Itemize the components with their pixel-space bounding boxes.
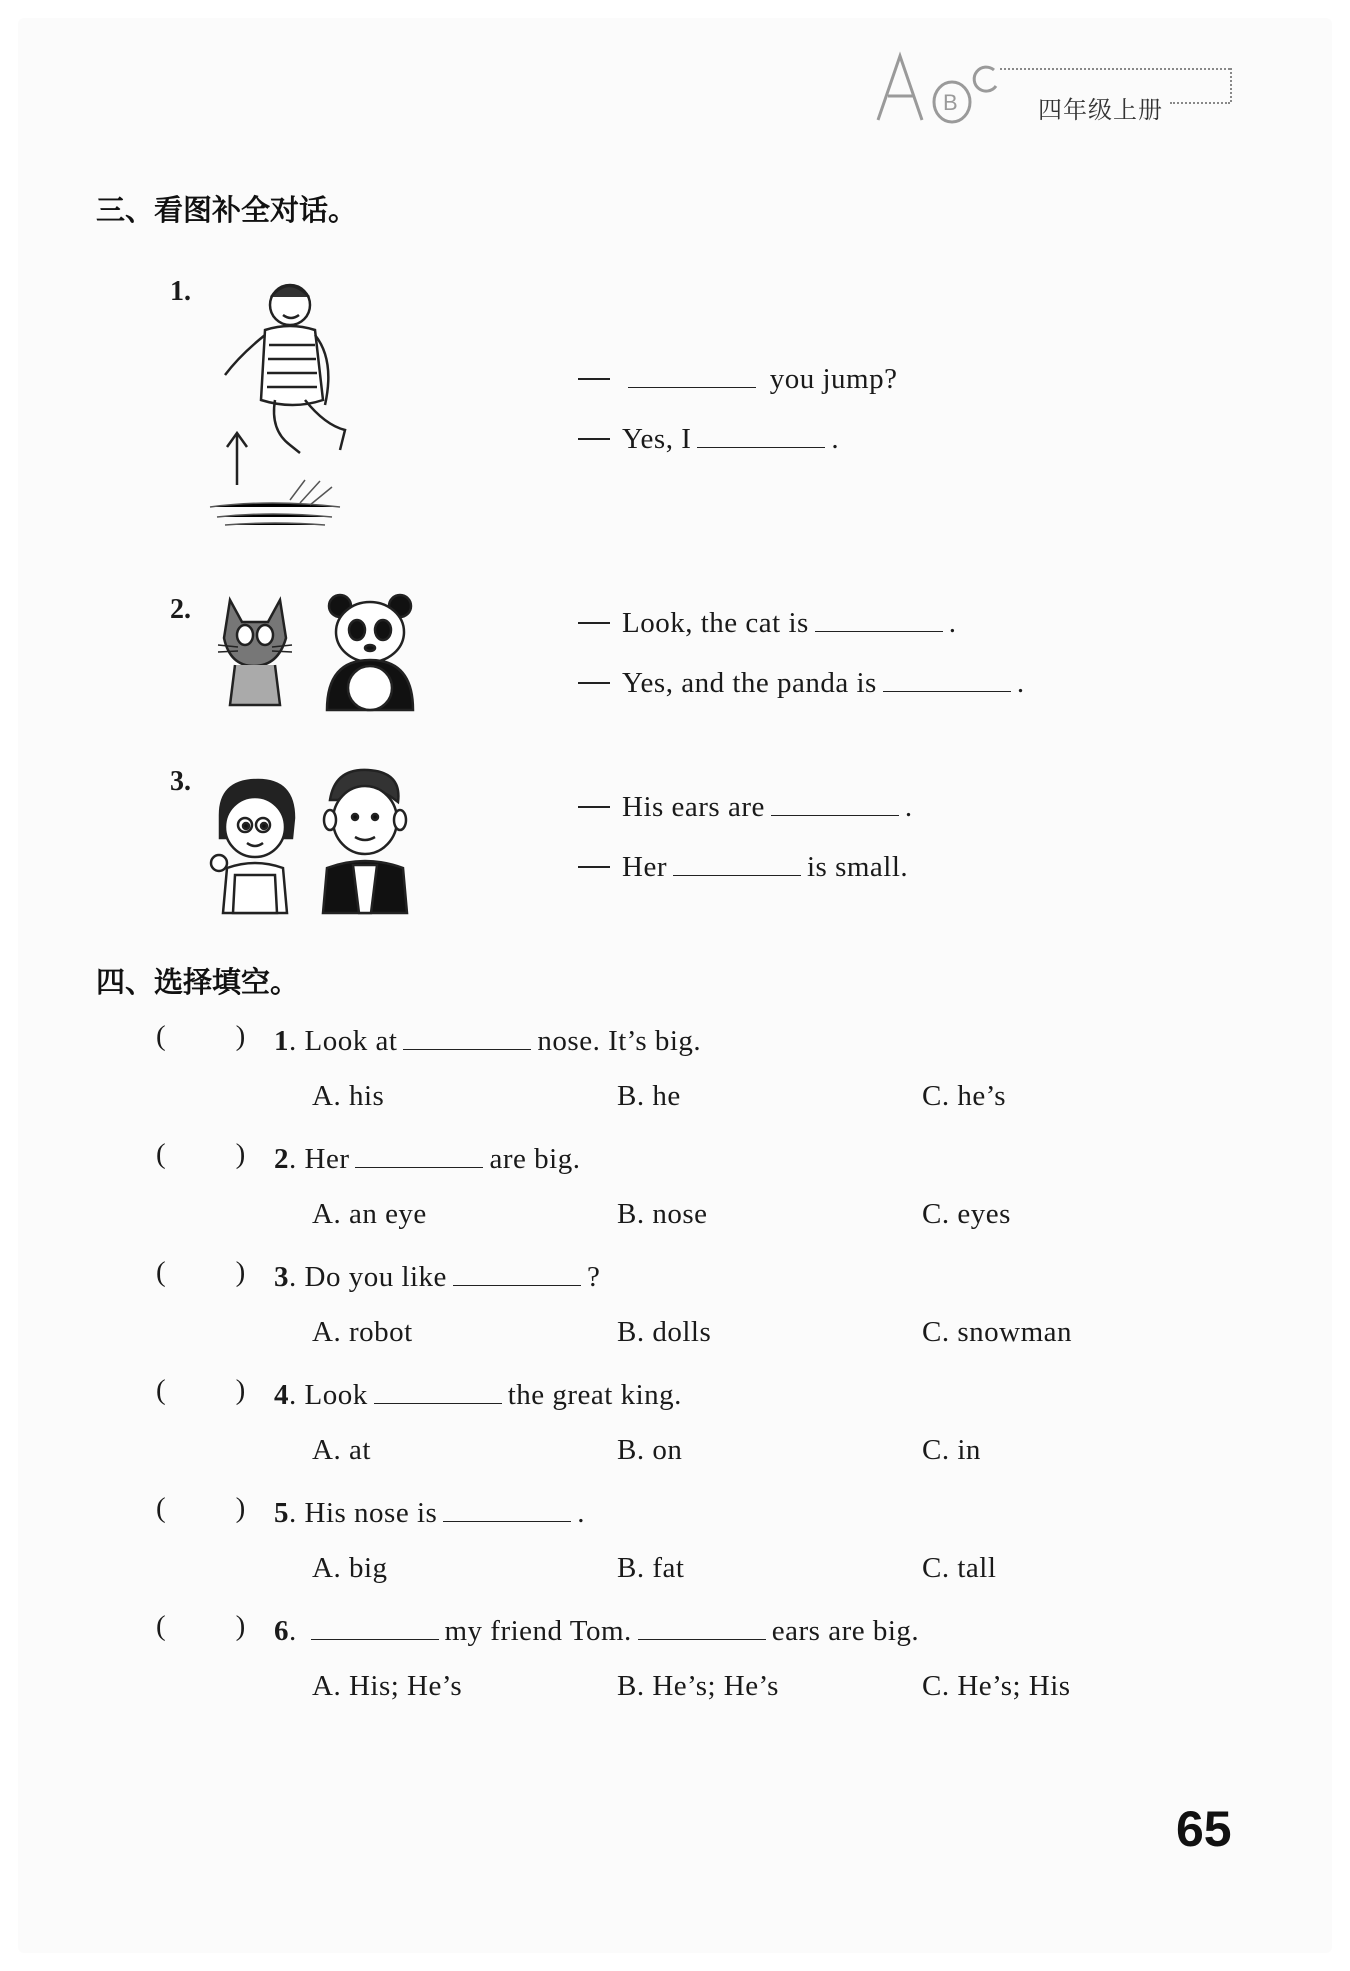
blank[interactable] — [374, 1374, 502, 1404]
item1-line2 — [578, 418, 839, 456]
dialogue-dash — [578, 806, 610, 808]
abc-logo — [870, 48, 1010, 128]
question-5: 5. His nose is . — [274, 1492, 585, 1530]
item3-line2 — [578, 846, 908, 884]
question-4-number: 4 — [274, 1379, 289, 1411]
question-4-text-b: the great king. — [507, 1379, 682, 1411]
question-4-option-a[interactable]: A. at — [312, 1434, 371, 1466]
question-1-text-b: nose. It’s big. — [537, 1025, 702, 1057]
dialogue-dash — [578, 622, 610, 624]
question-2-option-b[interactable]: B. nose — [617, 1198, 708, 1230]
panda-illustration — [315, 590, 430, 715]
item3-line2-text: Her — [622, 851, 667, 883]
item1-line1-text: you jump? — [769, 363, 898, 395]
item2-line1 — [578, 602, 957, 640]
question-1-number: 1 — [274, 1025, 289, 1057]
blank[interactable] — [628, 358, 756, 388]
question-4: 4. Look the great king. — [274, 1374, 682, 1412]
dialogue-dash — [578, 866, 610, 868]
blank[interactable] — [403, 1020, 531, 1050]
jumping-man-illustration — [205, 275, 355, 545]
blank[interactable] — [638, 1610, 766, 1640]
item2-number: 2. — [170, 594, 191, 625]
answer-paren-3[interactable]: ( ) — [156, 1256, 246, 1288]
question-5-option-a[interactable]: A. big — [312, 1552, 388, 1584]
answer-paren-5[interactable]: ( ) — [156, 1492, 246, 1524]
section3-title: 三、看图补全对话。 — [96, 193, 358, 227]
question-5-option-b[interactable]: B. fat — [617, 1552, 685, 1584]
question-2-number: 2 — [274, 1143, 289, 1175]
item2-line1-end: . — [948, 607, 957, 639]
dialogue-dash — [578, 378, 610, 380]
question-2-option-c[interactable]: C. eyes — [922, 1198, 1011, 1230]
svg-text:B: B — [943, 90, 958, 115]
question-3-option-b[interactable]: B. dolls — [617, 1316, 712, 1348]
blank[interactable] — [771, 786, 899, 816]
question-1-option-a[interactable]: A. his — [312, 1080, 385, 1112]
item2-line1-text: Look, the cat is — [622, 607, 809, 639]
question-1-option-c[interactable]: C. he’s — [922, 1080, 1007, 1112]
blank[interactable] — [697, 418, 825, 448]
answer-paren-1[interactable]: ( ) — [156, 1020, 246, 1052]
question-3-option-c[interactable]: C. snowman — [922, 1316, 1072, 1348]
dialogue-dash — [578, 682, 610, 684]
item2-line2-end: . — [1016, 667, 1025, 699]
question-6-number: 6 — [274, 1615, 289, 1647]
blank[interactable] — [673, 846, 801, 876]
item1-line2-end: . — [831, 423, 840, 455]
blank[interactable] — [883, 662, 1011, 692]
question-6-option-a[interactable]: A. His; He’s — [312, 1670, 463, 1702]
blank[interactable] — [453, 1256, 581, 1286]
item3-line1-text: His ears are — [622, 791, 765, 823]
question-2-text-a: Her — [304, 1143, 350, 1175]
question-5-number: 5 — [274, 1497, 289, 1529]
blank[interactable] — [443, 1492, 571, 1522]
answer-paren-6[interactable]: ( ) — [156, 1610, 246, 1642]
question-6-text-a: my friend Tom. — [444, 1615, 632, 1647]
item3-number: 3. — [170, 766, 191, 797]
page-number: 65 — [1176, 1801, 1232, 1857]
question-1: 1. Look at nose. It’s big. — [274, 1020, 701, 1058]
question-1-text-a: Look at — [304, 1025, 398, 1057]
question-6-option-c[interactable]: C. He’s; His — [922, 1670, 1071, 1702]
boy-illustration — [315, 765, 410, 915]
grade-label: 四年级上册 — [1038, 96, 1163, 124]
question-1-option-b[interactable]: B. he — [617, 1080, 681, 1112]
question-4-text-a: Look — [304, 1379, 368, 1411]
item2-line2-text: Yes, and the panda is — [622, 667, 877, 699]
item1-number: 1. — [170, 276, 191, 307]
grade-label-box — [1000, 68, 1232, 124]
question-3-number: 3 — [274, 1261, 289, 1293]
item3-line2-end: is small. — [806, 851, 909, 883]
question-6-option-b[interactable]: B. He’s; He’s — [617, 1670, 779, 1702]
blank[interactable] — [355, 1138, 483, 1168]
question-5-text-b: . — [577, 1497, 586, 1529]
dialogue-dash — [578, 438, 610, 440]
question-2: 2. Her are big. — [274, 1138, 580, 1176]
answer-paren-4[interactable]: ( ) — [156, 1374, 246, 1406]
blank[interactable] — [815, 602, 943, 632]
question-3: 3. Do you like ? — [274, 1256, 600, 1294]
question-2-text-b: are big. — [489, 1143, 581, 1175]
answer-paren-2[interactable]: ( ) — [156, 1138, 246, 1170]
question-4-option-b[interactable]: B. on — [617, 1434, 683, 1466]
question-5-option-c[interactable]: C. tall — [922, 1552, 997, 1584]
question-2-option-a[interactable]: A. an eye — [312, 1198, 427, 1230]
item3-line1 — [578, 786, 913, 824]
question-3-text-b: ? — [586, 1261, 601, 1293]
question-5-text-a: His nose is — [304, 1497, 438, 1529]
cat-illustration — [210, 590, 300, 715]
question-3-text-a: Do you like — [304, 1261, 447, 1293]
question-3-option-a[interactable]: A. robot — [312, 1316, 413, 1348]
girl-illustration — [205, 775, 300, 915]
blank[interactable] — [311, 1610, 439, 1640]
item1-line2-text: Yes, I — [622, 423, 692, 455]
question-4-option-c[interactable]: C. in — [922, 1434, 981, 1466]
item1-line1 — [578, 358, 898, 396]
item3-line1-end: . — [904, 791, 913, 823]
question-6: 6. my friend Tom. ears are big. — [274, 1610, 919, 1648]
section4-title: 四、选择填空。 — [96, 965, 300, 999]
item2-line2 — [578, 662, 1025, 700]
question-6-text-b: ears are big. — [771, 1615, 920, 1647]
